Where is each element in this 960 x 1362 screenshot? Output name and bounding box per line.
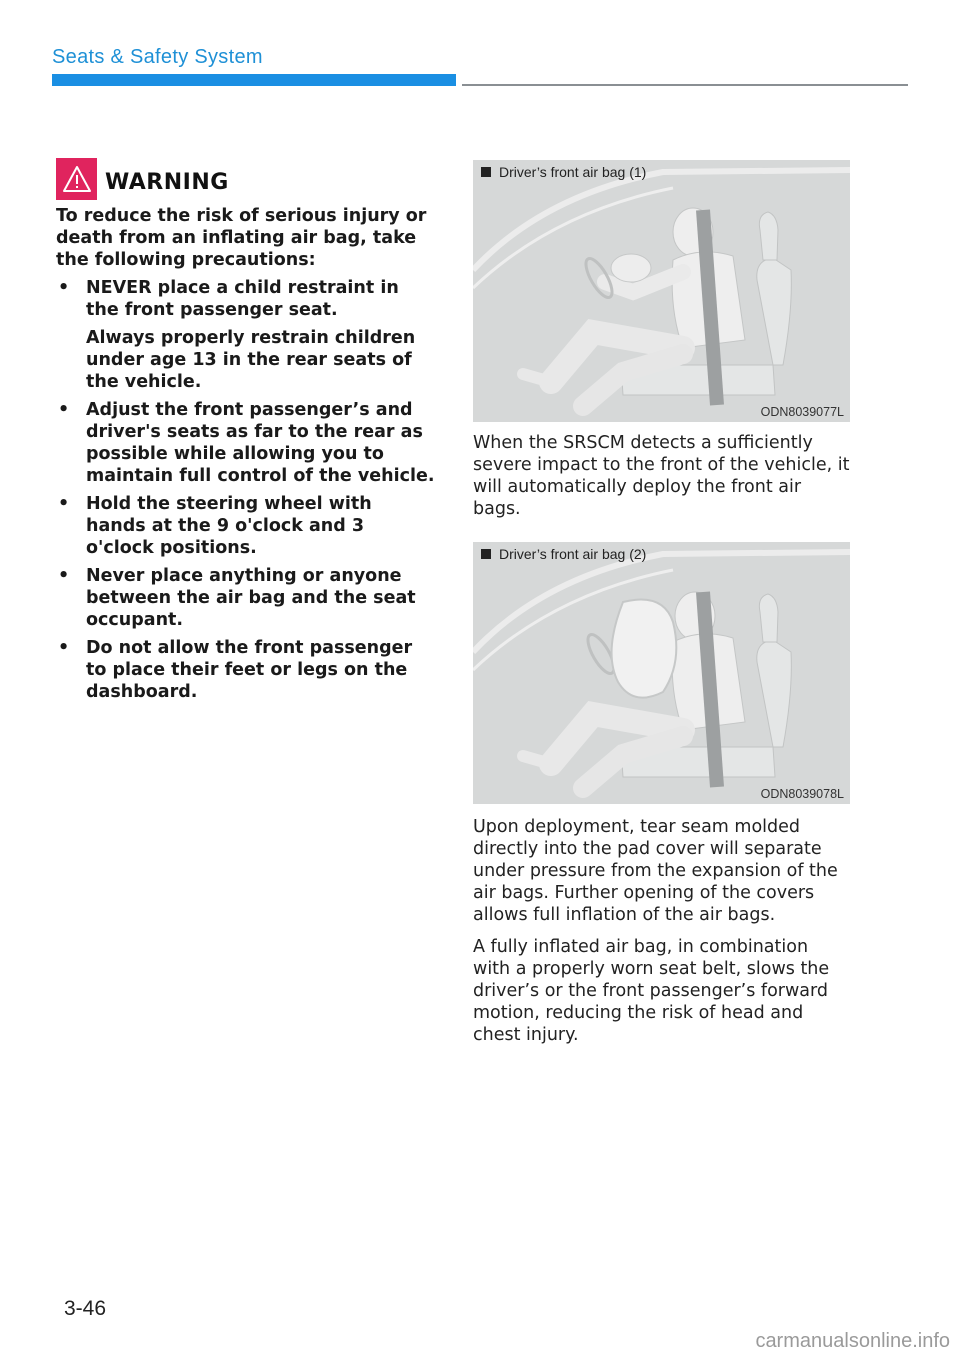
bullet-icon: • (58, 278, 70, 298)
warning-item (56, 399, 436, 487)
figure-airbag-2 (473, 542, 850, 804)
square-bullet-icon (481, 549, 491, 559)
warning-item (56, 637, 436, 703)
figure-caption (481, 164, 646, 180)
warning-item (56, 565, 436, 631)
bullet-icon: • (58, 400, 70, 420)
figure-code: ODN8039078L (760, 787, 844, 801)
warning-list (56, 277, 436, 703)
warning-item-text: Never place anything or anyone between the air bag and the seat occupant. (86, 566, 416, 630)
square-bullet-icon (481, 167, 491, 177)
warning-box (56, 158, 436, 709)
page-number: 3-46 (64, 1297, 107, 1320)
figure-airbag-1 (473, 160, 850, 422)
airbag-illustration-1 (473, 160, 850, 422)
warning-item-text: Do not allow the front passenger to place their feet or legs on the dashboard. (86, 638, 413, 702)
section-title: Seats & Safety System (52, 46, 263, 68)
warning-item (56, 277, 436, 393)
header-rule (462, 84, 908, 86)
warning-item-note: Always properly restrain children under age 13 in the rear seats of the vehicle. (86, 328, 416, 392)
figure-caption-text: Driver’s front air bag (2) (499, 546, 647, 562)
right-column (473, 160, 850, 1046)
bullet-icon: • (58, 638, 70, 658)
warning-item-text: Adjust the front passenger’s and driver's seats as far to the rear as possible while allowing you to maintain full control of the vehicle. (86, 400, 435, 486)
figure-caption (481, 546, 646, 562)
paragraph-inflated-airbag: A fully inflated air bag, in combination with a properly worn seat belt, slows the driver’s or the front passenger’s forward motion, reducing the risk of head and chest injury. (473, 937, 830, 1045)
bullet-icon: • (58, 494, 70, 514)
warning-intro: To reduce the risk of serious injury or death from an inflating air bag, take the following precautions: (56, 206, 427, 270)
warning-title: WARNING (105, 169, 229, 195)
warning-item (56, 493, 436, 559)
figure-code: ODN8039077L (760, 405, 844, 419)
warning-item-text: Hold the steering wheel with hands at the 9 o'clock and 3 o'clock positions. (86, 494, 372, 558)
warning-triangle-icon (62, 165, 92, 193)
header-accent-bar (52, 74, 456, 86)
paragraph-deploy: When the SRSCM detects a sufficiently severe impact to the front of the vehicle, it will automatically deploy the front air bags. (473, 433, 850, 519)
warning-item-text: NEVER place a child restraint in the front passenger seat. (86, 278, 399, 320)
warning-heading (56, 158, 436, 200)
airbag-illustration-2 (473, 542, 850, 804)
watermark: carmanualsonline.info (755, 1330, 950, 1352)
bullet-icon: • (58, 566, 70, 586)
paragraph-tear-seam: Upon deployment, tear seam molded directly into the pad cover will separate under pressure from the expansion of the air bags. Further opening of the covers allows full inflation of the air bags. (473, 817, 838, 925)
warning-badge (56, 158, 97, 200)
figure-caption-text: Driver’s front air bag (1) (499, 164, 647, 180)
